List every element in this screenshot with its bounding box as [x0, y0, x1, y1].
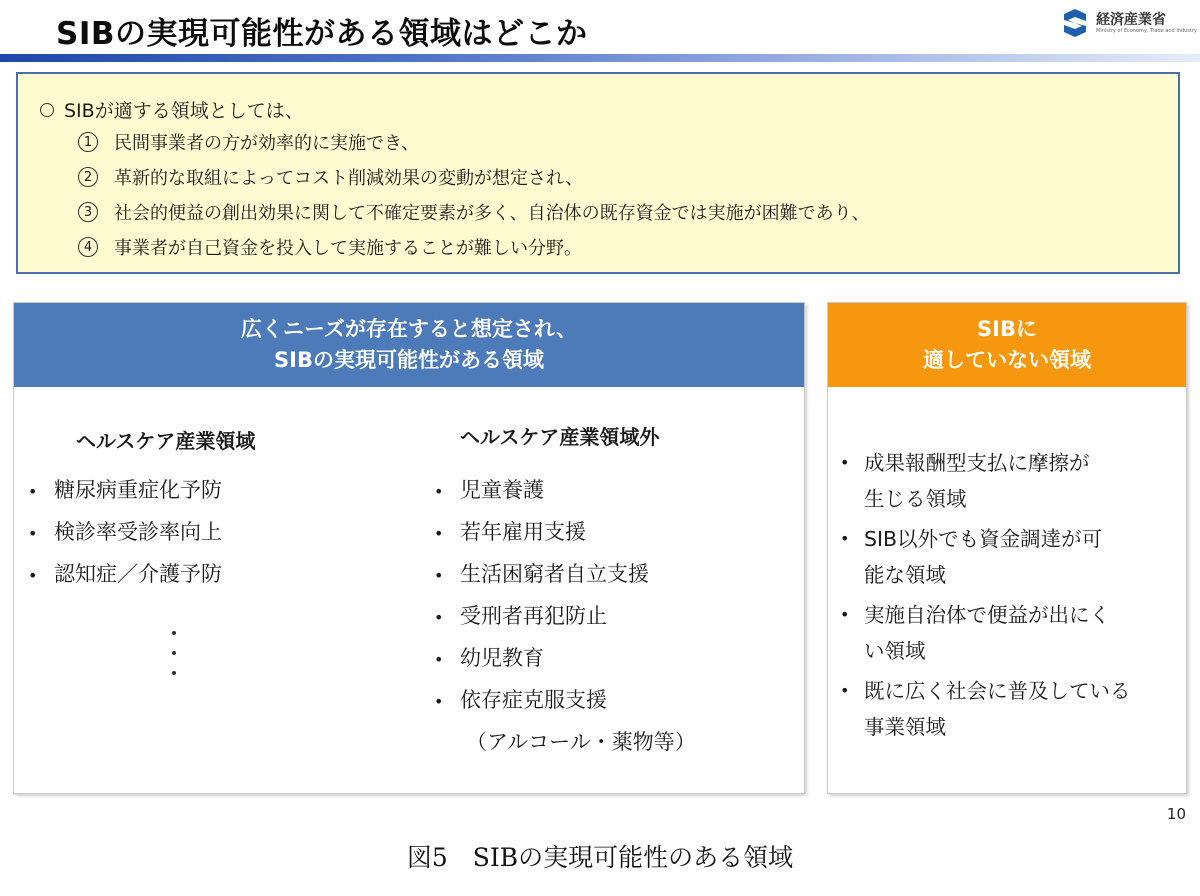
criteria-number: 3 — [78, 202, 98, 222]
bullet-dot-icon: • — [840, 453, 850, 472]
bullet-dot-icon: • — [434, 692, 444, 711]
unsuitable-item-line: 既に広く社会に普及している — [864, 679, 1131, 703]
non-healthcare-item-label: 依存症克服支援 — [460, 688, 607, 712]
non-healthcare-item-label: 幼児教育 — [460, 646, 544, 670]
unsuitable-areas-header-line1: SIBに — [977, 317, 1037, 341]
healthcare-list — [28, 469, 222, 595]
healthcare-item-label: 糖尿病重症化予防 — [54, 478, 222, 502]
criteria-item — [78, 161, 870, 196]
bullet-dot-icon: • — [28, 482, 38, 501]
bullet-dot-icon: • — [434, 566, 444, 585]
healthcare-item — [28, 553, 222, 595]
criteria-text: 革新的な取組によってコスト削減効果の変動が想定され、 — [114, 168, 584, 189]
non-healthcare-item — [434, 679, 696, 721]
meti-logo — [1060, 8, 1197, 38]
figure-caption: 図5 SIBの実現可能性のある領域 — [406, 843, 794, 872]
unsuitable-item — [840, 597, 1180, 669]
criteria-number: 2 — [78, 167, 98, 187]
criteria-item — [78, 196, 870, 231]
unsuitable-item-line: 能な領域 — [864, 563, 946, 587]
unsuitable-item — [840, 673, 1180, 745]
page-number: 10 — [1166, 805, 1186, 823]
bullet-dot-icon: • — [434, 482, 444, 501]
meti-logo-icon — [1060, 8, 1090, 38]
non-healthcare-item — [434, 511, 696, 553]
non-healthcare-item-label: 生活困窮者自立支援 — [460, 562, 649, 586]
unsuitable-item — [840, 445, 1180, 517]
healthcare-heading: ヘルスケア産業領域 — [76, 429, 256, 453]
healthcare-item — [28, 469, 222, 511]
criteria-item — [78, 231, 870, 266]
non-healthcare-item-label: 児童養護 — [460, 478, 544, 502]
criteria-text: 事業者が自己資金を投入して実施することが難しい分野。 — [114, 238, 582, 259]
criteria-list — [78, 126, 870, 266]
healthcare-item-label: 検診率受診率向上 — [54, 520, 222, 544]
non-healthcare-heading: ヘルスケア産業領域外 — [460, 425, 660, 449]
criteria-number: 1 — [78, 132, 98, 152]
unsuitable-item — [840, 521, 1180, 593]
unsuitable-item-line: 実施自治体で便益が出にく — [864, 603, 1110, 627]
ellipsis-dot — [172, 631, 176, 635]
bullet-dot-icon: • — [840, 605, 850, 624]
meti-name-jp: 経済産業省 — [1096, 11, 1166, 28]
criteria-text: 民間事業者の方が効率的に実施でき、 — [114, 133, 420, 154]
unsuitable-list — [840, 445, 1180, 749]
feasible-areas-panel — [13, 302, 805, 794]
feasible-areas-header — [14, 303, 804, 387]
unsuitable-item-line: 事業領域 — [864, 715, 946, 739]
unsuitable-areas-header-line2: 適していない領域 — [923, 348, 1091, 372]
criteria-lead — [40, 96, 304, 123]
circle-bullet-icon — [40, 103, 54, 117]
non-healthcare-item — [434, 637, 696, 679]
feasible-areas-header-line1: 広くニーズが存在すると想定され、 — [240, 317, 578, 341]
feasible-areas-header-line2: SIBの実現可能性がある領域 — [274, 348, 544, 372]
unsuitable-areas-panel — [827, 302, 1187, 794]
non-healthcare-item-label: 若年雇用支援 — [460, 520, 586, 544]
bullet-dot-icon: • — [840, 681, 850, 700]
criteria-text: 社会的便益の創出効果に関して不確定要素が多く、自治体の既存資金では実施が困難であり、 — [114, 203, 870, 224]
unsuitable-item-line: SIB以外でも資金調達が可 — [864, 527, 1103, 551]
bullet-dot-icon: • — [28, 524, 38, 543]
non-healthcare-item — [434, 469, 696, 511]
unsuitable-item-line: い領域 — [864, 639, 926, 663]
ellipsis-dot — [172, 671, 176, 675]
non-healthcare-item — [434, 595, 696, 637]
meti-name-en: Ministry of Economy, Trade and Industry — [1096, 27, 1197, 34]
bullet-dot-icon: • — [840, 529, 850, 548]
bullet-dot-icon: • — [434, 608, 444, 627]
criteria-item — [78, 126, 870, 161]
unsuitable-item-line: 成果報酬型支払に摩擦が — [864, 451, 1090, 475]
bullet-dot-icon: • — [28, 566, 38, 585]
unsuitable-areas-header — [828, 303, 1186, 387]
criteria-lead-text: SIBが適する領域としては、 — [64, 100, 304, 122]
healthcare-item — [28, 511, 222, 553]
bullet-dot-icon: • — [434, 650, 444, 669]
unsuitable-item-line: 生じる領域 — [864, 487, 967, 511]
bullet-dot-icon: • — [434, 524, 444, 543]
title-rule — [0, 54, 1200, 62]
non-healthcare-list — [434, 469, 696, 763]
non-healthcare-item-label: 受刑者再犯防止 — [460, 604, 607, 628]
ellipsis-dot — [172, 651, 176, 655]
non-healthcare-item — [434, 553, 696, 595]
non-healthcare-note: （アルコール・薬物等） — [466, 730, 696, 754]
healthcare-item-label: 認知症／介護予防 — [54, 562, 222, 586]
slide-title: SIBの実現可能性がある領域はどこか — [56, 16, 588, 52]
criteria-number: 4 — [78, 237, 98, 257]
criteria-box — [16, 72, 1180, 274]
